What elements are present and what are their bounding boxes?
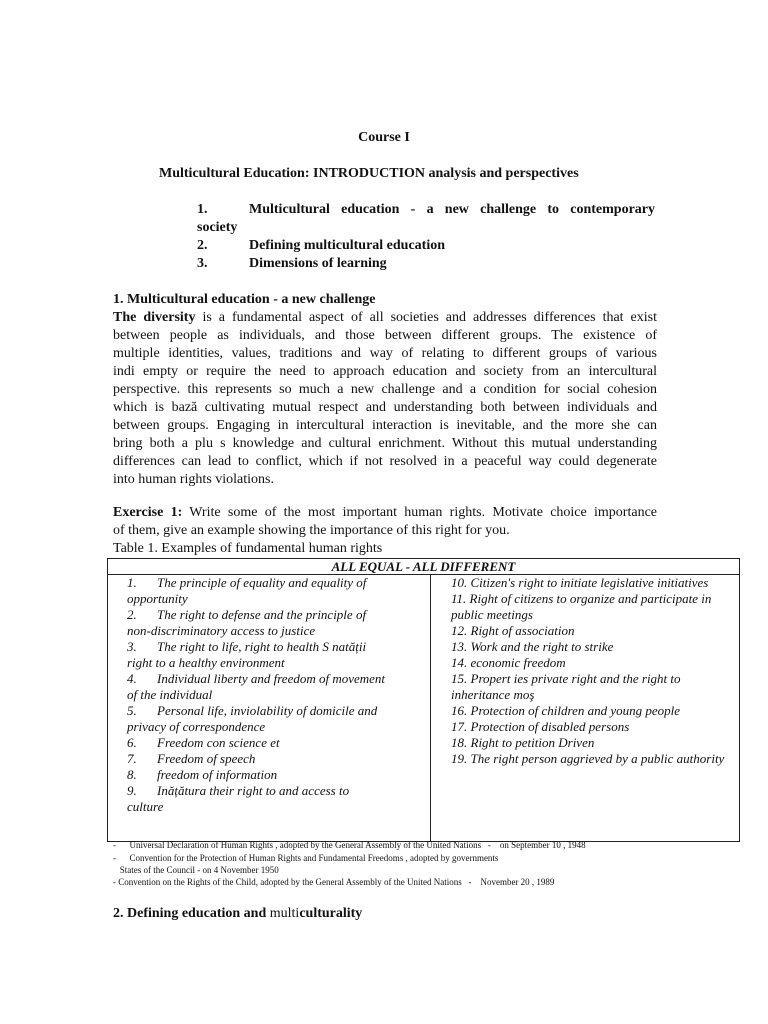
document-subtitle: Multicultural Education: INTRODUCTION analysis and perspectives <box>159 166 579 181</box>
exercise-line: Write some of the most important human rights. Motivate choice importance <box>182 505 657 520</box>
right-item: 1. The principle of equality and equality of <box>127 575 367 590</box>
right-item-continuation: right to a healthy environment <box>127 655 285 670</box>
para-line: perspective. this represents so much a new challenge and a condition for social cohesion <box>113 382 657 397</box>
right-item: 8. freedom of information <box>127 767 278 782</box>
exercise-label: Exercise 1: <box>113 505 183 520</box>
course-title: Course I <box>358 130 410 145</box>
right-item: 2. The right to defense and the principle of <box>127 607 367 622</box>
right-item: 10. Citizen's right to initiate legislative initiatives <box>451 575 709 590</box>
toc-number: 3. <box>197 256 208 271</box>
human-rights-table <box>107 558 740 842</box>
para-line: differences can lead to conflict, which if not resolved in a peaceful way could degenerate <box>113 454 657 469</box>
para-line: multiple identities, values, traditions and way of relating to different groups of various <box>113 346 657 361</box>
para-line: indi empty or require the need to approach education and society from an intercultural <box>113 364 657 379</box>
section-1-heading: 1. Multicultural education - a new challenge <box>113 292 376 307</box>
right-item: 5. Personal life, inviolability of domicile and <box>127 703 378 718</box>
toc-number: 1. <box>197 202 208 217</box>
right-item: 17. Protection of disabled persons <box>451 719 630 734</box>
toc-item-continuation: society <box>197 220 238 235</box>
footnote: - Convention on the Rights of the Child, adopted by the General Assembly of the United Nations - November 20 , 1989 <box>113 877 555 887</box>
section-2-heading: 2. Defining education and multiculturality <box>113 906 363 921</box>
right-item-continuation: culture <box>127 799 164 814</box>
right-item: 3. The right to life, right to health S natății <box>127 639 367 654</box>
toc-item: Multicultural education - a new challenge to contemporary <box>249 202 655 217</box>
toc-item: Dimensions of learning <box>249 256 387 271</box>
right-item: 19. The right person aggrieved by a public authority <box>451 751 725 766</box>
toc-number: 2. <box>197 238 208 253</box>
right-item-continuation: public meetings <box>451 607 533 622</box>
right-item: 7. Freedom of speech <box>127 751 256 766</box>
right-item-continuation: inheritance moş <box>451 687 535 702</box>
right-item: 6. Freedom con science et <box>127 735 280 750</box>
right-item-continuation: privacy of correspondence <box>127 719 266 734</box>
para-line: between people as individuals, and those between different groups. The existence of <box>113 328 657 343</box>
table-right-column <box>431 575 740 842</box>
right-item-continuation: non-discriminatory access to justice <box>127 623 316 638</box>
right-item-continuation: opportunity <box>127 591 188 606</box>
table-header: ALL EQUAL - ALL DIFFERENT <box>108 559 740 575</box>
right-item: 18. Right to petition Driven <box>451 735 595 750</box>
footnote: - Convention for the Protection of Human Rights and Fundamental Freedoms , adopted by governments <box>113 853 499 863</box>
right-item-continuation: of the individual <box>127 687 213 702</box>
section-1-paragraph <box>113 309 657 489</box>
table-caption: Table 1. Examples of fundamental human rights <box>113 541 383 556</box>
exercise-paragraph <box>113 504 657 558</box>
diversity-term: The diversity <box>113 310 196 325</box>
footnote: - Universal Declaration of Human Rights , adopted by the General Assembly of the United Nations - on September 10 , 1948 <box>113 840 586 850</box>
right-item: 11. Right of citizens to organize and participate in <box>451 591 712 606</box>
footnote-continuation: States of the Council - on 4 November 1950 <box>113 865 279 875</box>
para-line: is a fundamental aspect of all societies and addresses differences that exist <box>195 310 657 325</box>
right-item: 12. Right of association <box>451 623 575 638</box>
right-item: 14. economic freedom <box>451 655 566 670</box>
right-item: 9. Inățătura their right to and access to <box>127 783 350 798</box>
right-item: 15. Propert ies private right and the right to <box>451 671 681 686</box>
para-line: between groups. Engaging in intercultural interaction is inevitable, and the more she can <box>113 418 657 433</box>
table-left-column <box>108 575 431 842</box>
right-item: 4. Individual liberty and freedom of movement <box>127 671 386 686</box>
exercise-line: of them, give an example showing the importance of this right for you. <box>113 523 510 538</box>
para-line: bring both a plu s knowledge and cultural enrichment. Without this mutual understanding <box>113 436 657 451</box>
toc-item: Defining multicultural education <box>249 238 446 253</box>
right-item: 13. Work and the right to strike <box>451 639 614 654</box>
para-line: into human rights violations. <box>113 472 274 487</box>
para-line: which is bază cultivating mutual respect and understanding both between individuals and <box>113 400 657 415</box>
right-item: 16. Protection of children and young people <box>451 703 681 718</box>
